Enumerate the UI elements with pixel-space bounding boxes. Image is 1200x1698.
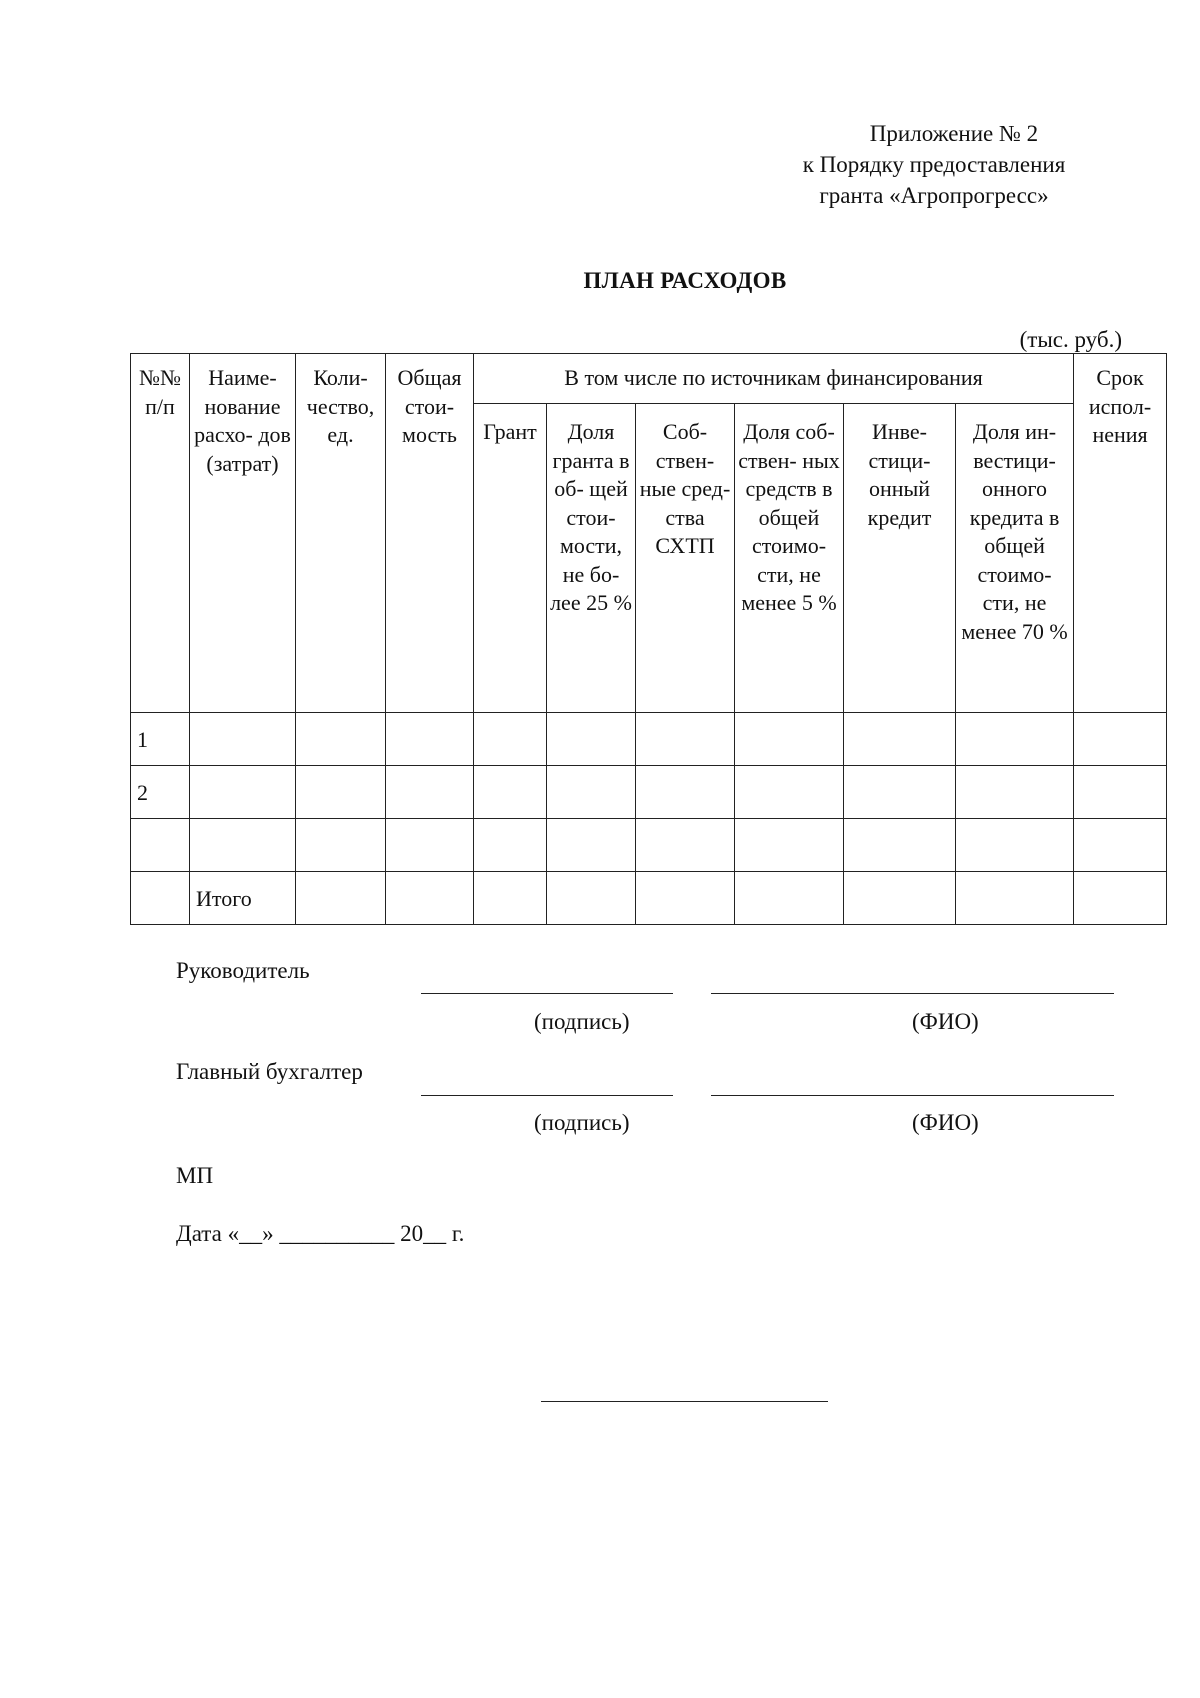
- row-name: [190, 713, 296, 766]
- document-title: ПЛАН РАСХОДОВ: [583, 268, 787, 293]
- row-num: 1: [131, 713, 190, 766]
- table-row: [131, 819, 1167, 872]
- accountant-name-caption: (ФИО): [912, 1110, 979, 1135]
- row-name: [190, 766, 296, 819]
- head-name-caption: (ФИО): [912, 1009, 979, 1034]
- accountant-signature-line: [421, 1095, 673, 1096]
- row-name: [190, 819, 296, 872]
- header-funding-sources: В том числе по источникам финансирования: [474, 354, 1074, 404]
- header-name: Наиме- нование расхо- дов (затрат): [190, 354, 296, 713]
- head-name-line: [711, 993, 1114, 994]
- subheader-credit-share: Доля ин- вестици- онного кредита в общей стоимо- сти, не менее 70 %: [956, 404, 1074, 713]
- seal-label: МП: [176, 1163, 214, 1188]
- row-num: [131, 872, 190, 925]
- subheader-own-share: Доля соб- ствен- ных средств в общей стоимо- сти, не менее 5 %: [735, 404, 844, 713]
- table-row: [131, 766, 1167, 819]
- header-num: №№ п/п: [131, 354, 190, 713]
- appendix-line-2: к Порядку предоставления: [802, 152, 1066, 177]
- row-num: [131, 819, 190, 872]
- units-note: (тыс. руб.): [1019, 327, 1122, 352]
- header-quantity: Коли- чество, ед.: [296, 354, 386, 713]
- accountant-name-line: [711, 1095, 1114, 1096]
- expense-plan-table: [130, 353, 1167, 925]
- accountant-label: Главный бухгалтер: [176, 1059, 363, 1084]
- header-total-cost: Общая стои- мость: [386, 354, 474, 713]
- subheader-grant: Грант: [474, 404, 547, 713]
- head-signature-caption: (подпись): [534, 1009, 630, 1034]
- head-signature-line: [421, 993, 673, 994]
- appendix-line-3: гранта «Агропрогресс»: [819, 183, 1049, 208]
- date-line: Дата «__» __________ 20__ г.: [176, 1221, 465, 1246]
- table-row: [131, 713, 1167, 766]
- accountant-signature-caption: (подпись): [534, 1110, 630, 1135]
- subheader-invest-credit: Инве- стици- онный кредит: [844, 404, 956, 713]
- subheader-grant-share: Доля гранта в об- щей стои- мости, не бо- лее 25 %: [547, 404, 636, 713]
- header-term: Срок испол- нения: [1074, 354, 1167, 713]
- table-row-total: [131, 872, 1167, 925]
- row-num: 2: [131, 766, 190, 819]
- row-name-total: Итого: [190, 872, 296, 925]
- head-label: Руководитель: [176, 958, 310, 983]
- appendix-line-1: Приложение № 2: [869, 121, 1039, 146]
- footer-separator: [541, 1401, 828, 1402]
- appendix-block: [754, 118, 1114, 211]
- subheader-own-funds: Соб- ствен- ные сред- ства СХТП: [636, 404, 735, 713]
